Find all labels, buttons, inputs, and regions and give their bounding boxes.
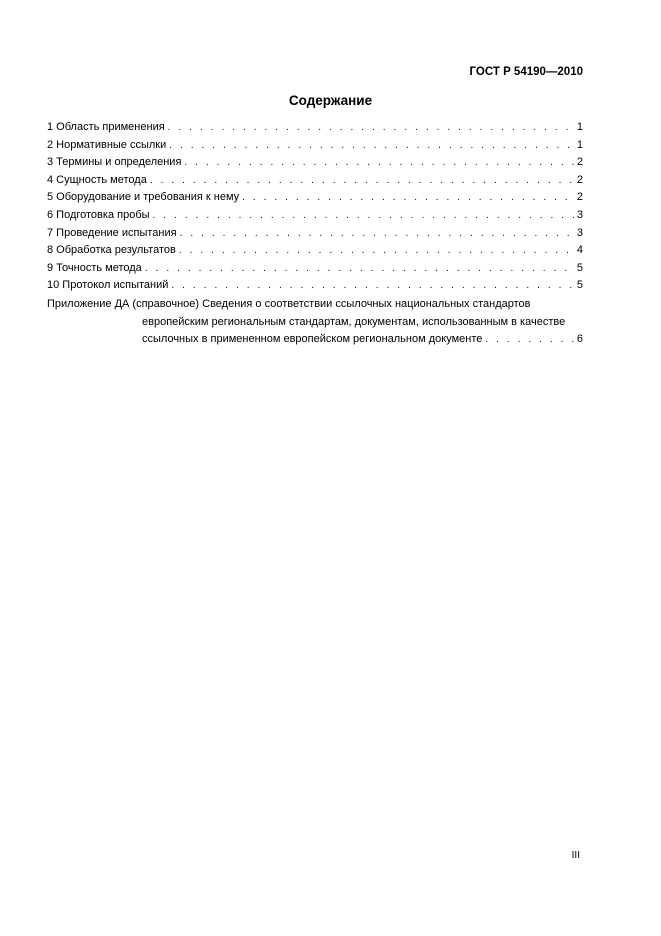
- toc-entry-page: 5: [576, 261, 583, 274]
- toc-entry-page: 3: [576, 226, 583, 239]
- toc-title: Содержание: [288, 93, 373, 108]
- toc-entry-9[interactable]: [47, 262, 583, 280]
- dot-leader: [485, 334, 575, 345]
- toc-entry-10[interactable]: [47, 279, 583, 297]
- dot-leader: [179, 245, 575, 256]
- dot-leader: [150, 175, 575, 186]
- toc-entry-page: 4: [576, 244, 583, 257]
- toc-entry-7[interactable]: [47, 227, 583, 245]
- toc-entry-page: 1: [576, 138, 583, 151]
- appendix-page: 6: [576, 333, 583, 346]
- dot-leader: [145, 263, 575, 274]
- dot-leader: [153, 210, 575, 221]
- toc-entry-title: 10 Протокол испытаний: [47, 279, 169, 292]
- toc-entry-title: 9 Точность метода: [47, 261, 142, 274]
- toc-entry-page: 2: [576, 173, 583, 186]
- toc-entry-title: 8 Обработка результатов: [47, 244, 176, 257]
- dot-leader: [171, 280, 574, 291]
- dot-leader: [184, 157, 574, 168]
- toc-entry-4[interactable]: [47, 174, 583, 192]
- toc-entry-page: 1: [576, 121, 583, 133]
- toc-entry-page: 5: [576, 279, 583, 292]
- toc-entry-title: 4 Сущность метода: [47, 173, 147, 186]
- appendix-line-2: европейским региональным стандартам, документам, использованным в качестве: [142, 315, 566, 328]
- dot-leader: [169, 140, 575, 151]
- dot-leader: [180, 228, 575, 239]
- document-code: ГОСТ Р 54190—2010: [469, 66, 583, 78]
- toc-entry-5[interactable]: [47, 191, 583, 209]
- toc-entry-6[interactable]: [47, 209, 583, 227]
- toc-entry-page: 2: [576, 191, 583, 204]
- toc-entry-8[interactable]: [47, 244, 583, 262]
- appendix-line-3-text: ссылочных в примененном европейском региональном документе: [142, 333, 483, 346]
- toc-entry-title: 2 Нормативные ссылки: [47, 138, 167, 151]
- toc-entry-2[interactable]: [47, 139, 583, 157]
- toc-appendix-entry[interactable]: [47, 298, 583, 351]
- toc-entry-page: 3: [576, 208, 583, 221]
- dot-leader: [242, 192, 575, 203]
- appendix-line-1: Приложение ДА (справочное) Сведения о соответствии ссылочных национальных стандартов: [47, 298, 531, 310]
- toc-entry-1[interactable]: [47, 121, 583, 139]
- toc-entry-title: 7 Проведение испытания: [47, 226, 177, 239]
- toc-entry-3[interactable]: [47, 156, 583, 174]
- toc-entry-page: 2: [576, 156, 583, 169]
- toc-entry-title: 1 Область применения: [47, 121, 165, 133]
- dot-leader: [168, 122, 575, 133]
- page-number: III: [571, 850, 580, 861]
- toc-entry-title: 3 Термины и определения: [47, 156, 182, 169]
- table-of-contents: [47, 121, 583, 297]
- appendix-line-3: [47, 333, 583, 351]
- toc-entry-title: 6 Подготовка пробы: [47, 208, 150, 221]
- toc-entry-title: 5 Оборудование и требования к нему: [47, 191, 240, 204]
